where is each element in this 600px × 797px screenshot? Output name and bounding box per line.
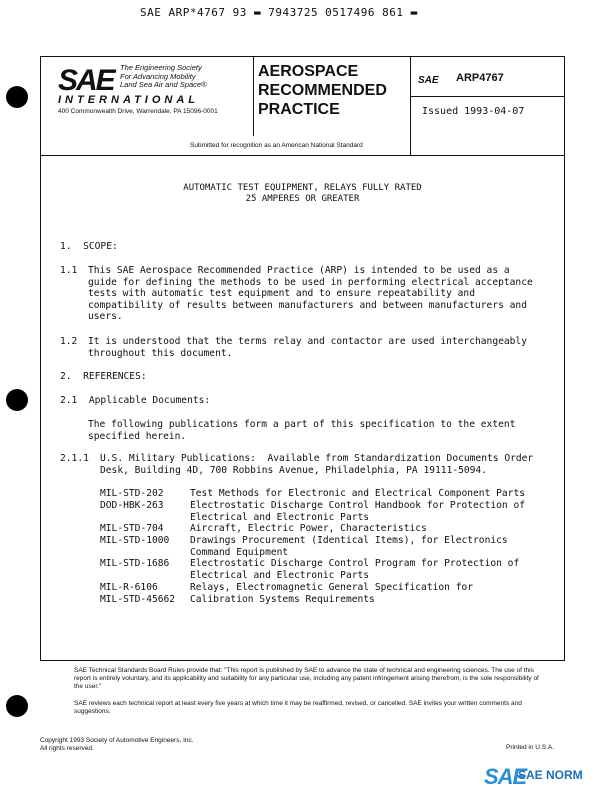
submitted-note: Submitted for recognition as an American National Standard — [190, 142, 363, 149]
address: 400 Commonwealth Drive, Warrendale, PA 15096-0001 — [58, 108, 218, 115]
document-code-line: SAE ARP*4767 93 ▬ 7943725 0517496 861 ▬ — [140, 6, 418, 19]
section-scope-heading: 1. SCOPE: — [60, 241, 118, 252]
rights-reserved: All rights reserved. — [40, 745, 94, 752]
watermark-text: SAE NORM — [518, 768, 583, 782]
section-2-1-text: The following publications form a part of this specification to the extent specified herein. — [88, 419, 516, 442]
section-1-1-text: This SAE Aerospace Recommended Practice (ARP) is intended to be used as a guide for defining the methods to be used in performing electrical acceptance tests with automatic test equipment and to ensure repeatability and compatibility of results between manufacturers and between manufacturers and users. — [88, 265, 533, 322]
section-number: 2.1.1 — [60, 453, 89, 464]
binder-hole — [6, 695, 28, 717]
document-number: ARP4767 — [456, 72, 504, 84]
sae-logo: SAE — [58, 64, 114, 97]
header-vline — [253, 56, 254, 136]
reference-title: Drawings Procurement (Identical Items), for Electronics Command Equipment — [190, 535, 508, 558]
section-2-1-1-text: U.S. Military Publications: Available from Standardization Documents Order Desk, Building 4D, 700 Robbins Avenue, Philadelphia, PA 19111-5094. — [100, 453, 534, 476]
section-2-1-heading: 2.1 Applicable Documents: — [60, 395, 211, 406]
reference-id: MIL-R-6106 — [100, 582, 158, 593]
reference-title: Aircraft, Electric Power, Characteristics — [190, 523, 427, 534]
aerospace-recommended-practice-title: AEROSPACE RECOMMENDED PRACTICE — [258, 63, 387, 118]
header-vline — [410, 56, 411, 156]
footer-rules-note: SAE Technical Standards Board Rules provide that: "This report is published by SAE to advance the state of technical and engineering sciences. The use of this report is entirely voluntary, and its applicability and suitability for any particular use, including any patent infringement arising therefrom, is the sole responsibility of the user." — [74, 667, 539, 690]
printed-in-usa: Printed in U.S.A. — [506, 744, 555, 751]
reference-title: Test Methods for Electronic and Electrical Component Parts — [190, 488, 526, 499]
reference-id: MIL-STD-1686 — [100, 558, 170, 569]
reference-id: MIL-STD-1000 — [100, 535, 170, 546]
header-divider — [410, 96, 565, 97]
sae-tagline: The Engineering Society For Advancing Mobility Land Sea Air and Space® — [120, 63, 207, 89]
footer-review-note: SAE reviews each technical report at least every five years at which time it may be reaffirmed, revised, or cancelled. SAE invites your written comments and suggestions. — [74, 700, 522, 715]
reference-id: MIL-STD-704 — [100, 523, 164, 534]
reference-title: Electrostatic Discharge Control Program for Protection of Electrical and Electronic Parts — [190, 558, 520, 581]
watermark-logo: SAE — [484, 764, 527, 789]
reference-title: Relays, Electromagnetic General Specification for — [190, 582, 474, 593]
reference-id: MIL-STD-202 — [100, 488, 164, 499]
section-references-heading: 2. REFERENCES: — [60, 371, 147, 382]
section-number: 1.1 — [60, 265, 78, 276]
section-1-2-text: It is understood that the terms relay and contactor are used interchangeably throughout this document. — [88, 336, 527, 359]
header-divider — [40, 155, 565, 156]
issued-date: Issued 1993-04-07 — [422, 106, 525, 117]
binder-hole — [6, 389, 28, 411]
reference-id: DOD-HBK-263 — [100, 500, 164, 511]
document-title: AUTOMATIC TEST EQUIPMENT, RELAYS FULLY RATED 25 AMPERES OR GREATER — [183, 183, 422, 204]
copyright: Copyright 1993 Society of Automotive Engineers, Inc. — [40, 737, 194, 744]
international-label: INTERNATIONAL — [58, 94, 200, 106]
reference-id: MIL-STD-45662 — [100, 594, 176, 605]
reference-title: Electrostatic Discharge Control Handbook for Protection of Electrical and Electronic Parts — [190, 500, 526, 523]
reference-title: Calibration Systems Requirements — [190, 594, 375, 605]
binder-hole — [6, 86, 28, 108]
sae-small-logo: SAE — [418, 75, 439, 86]
section-number: 1.2 — [60, 336, 78, 347]
